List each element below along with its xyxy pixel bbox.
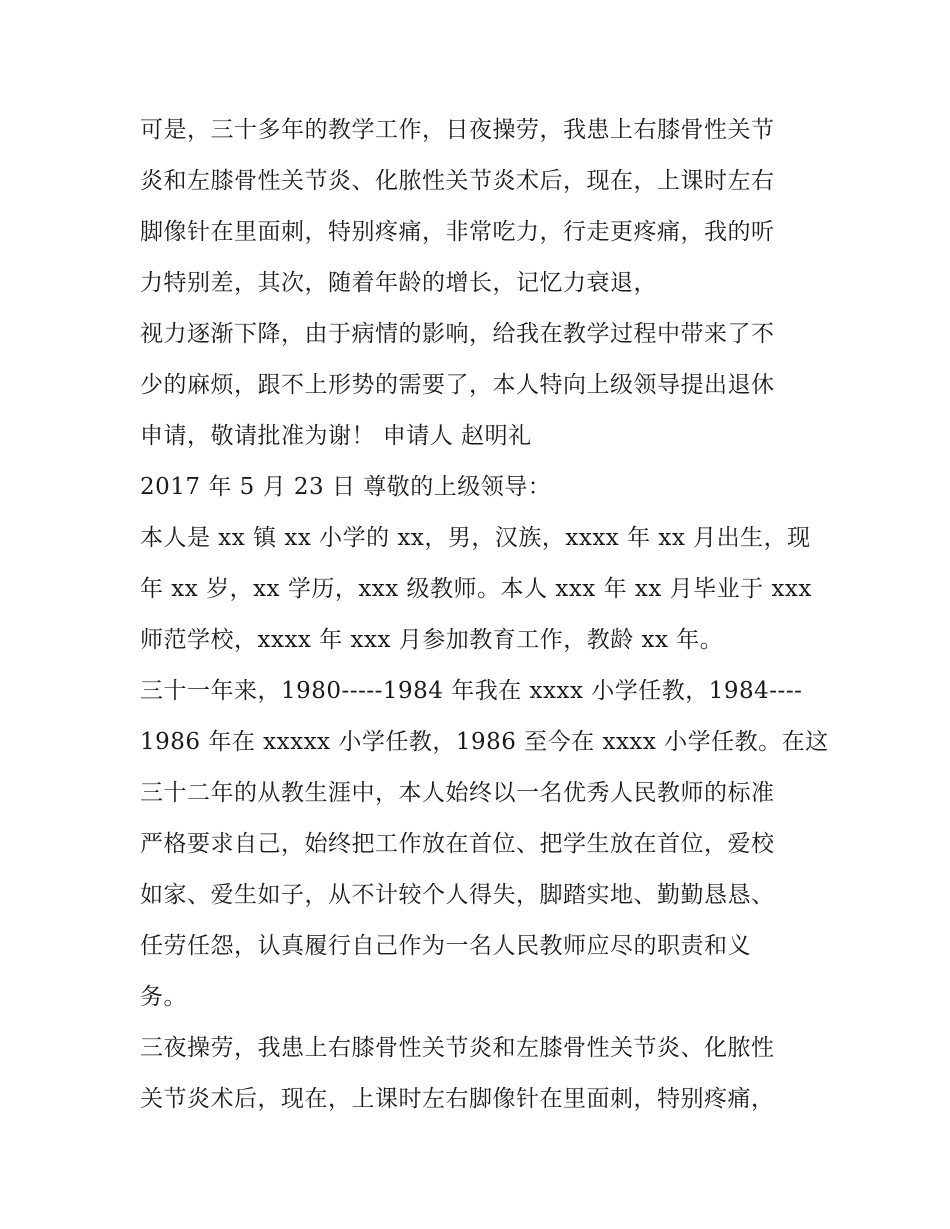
text-line: 三十一年来，1980-----1984 年我在 xxxx 小学任教，1984----: [140, 678, 803, 704]
text-line: 任劳任怨，认真履行自己作为一名人民教师应尽的职责和义: [140, 933, 751, 959]
text-line: 视力逐渐下降，由于病情的影响，给我在教学过程中带来了不: [140, 321, 775, 347]
text-line: 务。: [140, 984, 187, 1010]
text-line: 1986 年在 xxxxx 小学任教，1986 至今在 xxxx 小学任教。在这: [140, 729, 829, 755]
text-line: 可是，三十多年的教学工作，日夜操劳，我患上右膝骨性关节: [140, 117, 775, 143]
text-line: 炎和左膝骨性关节炎、化脓性关节炎术后，现在，上课时左右: [140, 168, 775, 194]
document-body: [140, 105, 829, 1125]
text-line: 关节炎术后，现在，上课时左右脚像针在里面刺，特别疼痛，: [140, 1086, 775, 1112]
text-line: 三夜操劳，我患上右膝骨性关节炎和左膝骨性关节炎、化脓性: [140, 1035, 775, 1061]
text-line: 申请，敬请批准为谢！ 申请人 赵明礼: [140, 423, 532, 449]
text-line: 力特别差，其次，随着年龄的增长，记忆力衰退，: [140, 270, 657, 296]
text-line: 三十二年的从教生涯中，本人始终以一名优秀人民教师的标准: [140, 780, 775, 806]
text-line: 严格要求自己，始终把工作放在首位、把学生放在首位，爱校: [140, 831, 775, 857]
text-line: 2017 年 5 月 23 日 尊敬的上级领导：: [140, 474, 552, 500]
text-line: 本人是 xx 镇 xx 小学的 xx，男，汉族，xxxx 年 xx 月出生，现: [140, 525, 811, 551]
text-line: 年 xx 岁，xx 学历，xxx 级教师。本人 xxx 年 xx 月毕业于 xxx: [140, 576, 812, 602]
text-line: 师范学校，xxxx 年 xxx 月参加教育工作，教龄 xx 年。: [140, 627, 724, 653]
text-line: 如家、爱生如子，从不计较个人得失，脚踏实地、勤勤恳恳、: [140, 882, 775, 908]
text-line: 少的麻烦，跟不上形势的需要了，本人特向上级领导提出退休: [140, 372, 775, 398]
text-line: 脚像针在里面刺，特别疼痛，非常吃力，行走更疼痛，我的听: [140, 219, 775, 245]
